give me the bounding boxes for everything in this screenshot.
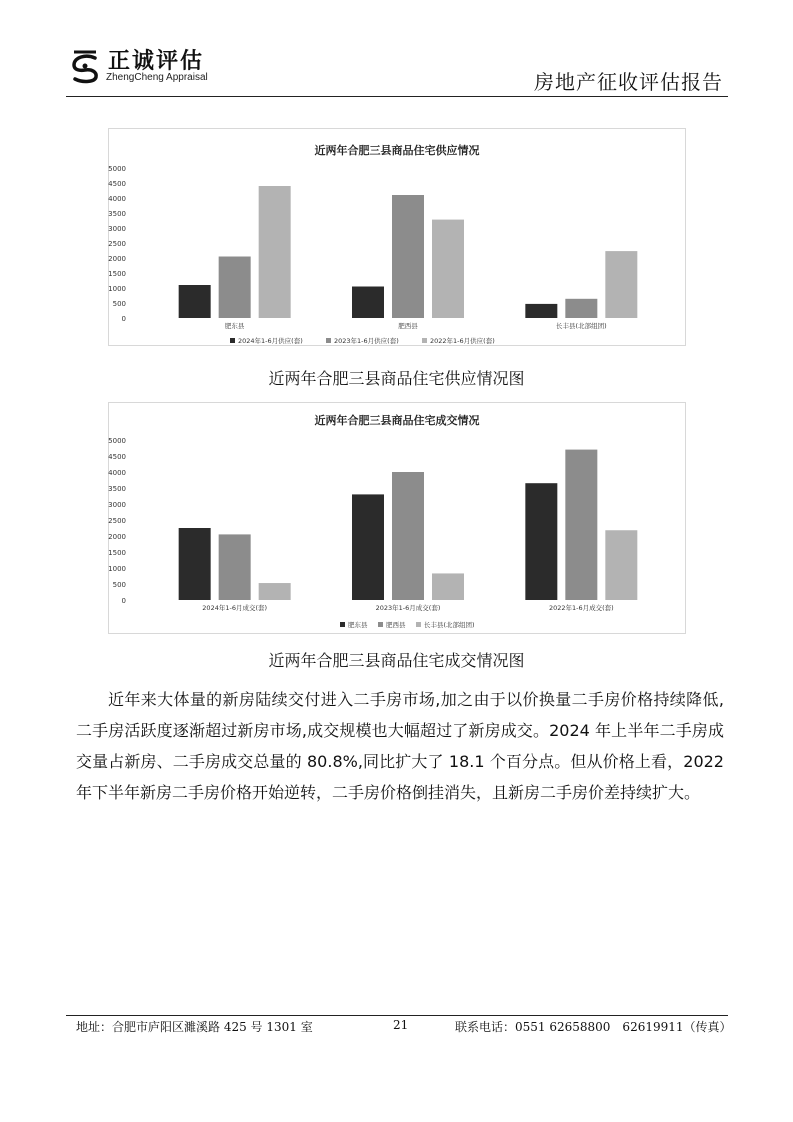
y-tick-label: 4000	[108, 469, 126, 477]
sales-chart-svg	[108, 402, 686, 634]
legend-label: 2024年1-6月供应(套)	[238, 337, 303, 345]
bar	[605, 251, 637, 318]
bar	[219, 257, 251, 319]
zhengcheng-logo-icon	[68, 48, 102, 84]
y-tick-label: 500	[112, 581, 126, 589]
y-tick-label: 3500	[108, 485, 126, 493]
bar	[352, 287, 384, 319]
bar	[259, 583, 291, 600]
y-tick-label: 1500	[108, 270, 126, 278]
bar	[605, 530, 637, 600]
bar	[432, 573, 464, 600]
y-tick-label: 4000	[108, 195, 126, 203]
analysis-paragraph: 近年来大体量的新房陆续交付进入二手房市场,加之由于以价换量二手房价格持续降低,二手房活跃度逐渐超过新房市场,成交规模也大幅超过了新房成交。2024 年上半年二手房成交量占新房、二手房成交总量的 80.8%,同比扩大了 18.1 个百分点。但从价格上看，2022 年下半年新房二手房价格开始逆转，二手房价格倒挂消失，且新房二手房价差持续扩大。	[76, 690, 724, 802]
bar	[525, 304, 557, 318]
page-header	[0, 0, 793, 100]
header-divider	[66, 96, 728, 97]
x-category-label: 肥东县	[224, 322, 245, 330]
y-tick-label: 3000	[108, 225, 126, 233]
x-category-label: 2022年1-6月成交(套)	[548, 604, 614, 612]
bar	[259, 186, 291, 318]
legend-swatch	[230, 338, 235, 343]
x-category-label: 肥西县	[398, 322, 418, 330]
bar	[352, 494, 384, 600]
legend-swatch	[326, 338, 331, 343]
bar	[565, 450, 597, 600]
y-tick-label: 2500	[108, 240, 126, 248]
y-tick-label: 4500	[108, 180, 126, 188]
x-category-label: 长丰县(北部组团)	[556, 322, 607, 330]
y-tick-label: 0	[121, 315, 126, 323]
bar	[432, 220, 464, 318]
legend-swatch	[422, 338, 427, 343]
legend-label: 肥东县	[348, 621, 368, 629]
y-tick-label: 1500	[108, 549, 126, 557]
page-number: 21	[393, 1018, 409, 1032]
y-tick-label: 0	[121, 597, 126, 605]
supply-chart	[108, 128, 686, 346]
x-category-label: 2024年1-6月成交(套)	[202, 604, 268, 612]
y-tick-label: 3000	[108, 501, 126, 509]
bar	[179, 528, 211, 600]
footer-phone: 联系电话：0551 62658800 62619911（传真）	[455, 1020, 732, 1034]
chart-title: 近两年合肥三县商品住宅成交情况	[314, 414, 480, 427]
logo-chinese-name: 正诚评估	[108, 49, 205, 74]
report-title: 房地产征收评估报告	[534, 70, 723, 94]
bar	[392, 472, 424, 600]
y-tick-label: 4500	[108, 453, 126, 461]
logo-english-name: ZhengCheng Appraisal	[106, 72, 208, 83]
bar	[525, 483, 557, 600]
sales-chart-caption: 近两年合肥三县商品住宅成交情况图	[268, 651, 525, 670]
legend-label: 肥西县	[386, 621, 406, 629]
sales-chart	[108, 402, 686, 634]
bar	[179, 285, 211, 318]
y-tick-label: 1000	[108, 565, 126, 573]
y-tick-label: 3500	[108, 210, 126, 218]
y-tick-label: 5000	[108, 437, 126, 445]
y-tick-label: 5000	[108, 165, 126, 173]
x-category-label: 2023年1-6月成交(套)	[375, 604, 441, 612]
legend-label: 长丰县(北部组团)	[424, 621, 475, 629]
legend-swatch	[340, 622, 345, 627]
supply-chart-caption: 近两年合肥三县商品住宅供应情况图	[268, 369, 525, 388]
y-tick-label: 2000	[108, 533, 126, 541]
y-tick-label: 500	[112, 300, 126, 308]
y-tick-label: 2500	[108, 517, 126, 525]
y-tick-label: 2000	[108, 255, 126, 263]
footer-address: 地址：合肥市庐阳区濉溪路 425 号 1301 室	[76, 1020, 313, 1034]
supply-chart-svg	[108, 128, 686, 346]
legend-label: 2022年1-6月供应(套)	[430, 337, 495, 345]
bar	[219, 534, 251, 600]
footer-divider	[66, 1015, 728, 1016]
bar	[565, 299, 597, 318]
legend-swatch	[378, 622, 383, 627]
chart-title: 近两年合肥三县商品住宅供应情况	[314, 144, 480, 157]
bar	[392, 195, 424, 318]
legend-swatch	[416, 622, 421, 627]
y-tick-label: 1000	[108, 285, 126, 293]
legend-label: 2023年1-6月供应(套)	[334, 337, 399, 345]
